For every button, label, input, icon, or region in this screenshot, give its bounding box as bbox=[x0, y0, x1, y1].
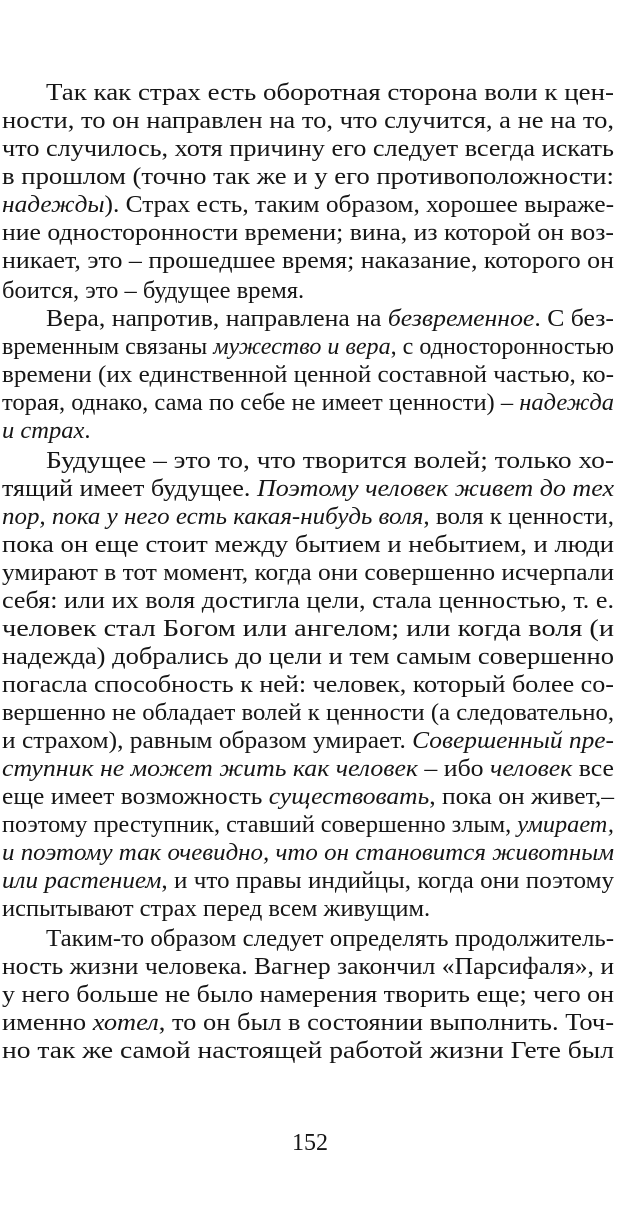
text-line bbox=[0, 866, 620, 896]
line-text bbox=[46, 304, 614, 334]
text-run: поэтому преступник, ставший совершенно злым, bbox=[2, 811, 518, 838]
text-run: ность жизни человека. Вагнер закончил «Парсифаля», и bbox=[2, 953, 614, 980]
italic-run: Совершенный пре- bbox=[412, 727, 615, 754]
italic-run: ступник не может жить как человек bbox=[2, 755, 418, 782]
line-text bbox=[2, 106, 614, 136]
line-text bbox=[2, 782, 614, 812]
text-run: , и что правы индийцы, когда они поэтому bbox=[161, 867, 615, 894]
line-text bbox=[2, 952, 614, 982]
text-line bbox=[0, 502, 620, 532]
text-run: но так же самой настоящей работой жизни Гете был bbox=[2, 1037, 615, 1064]
line-text bbox=[2, 838, 614, 868]
italic-run: надежда bbox=[519, 389, 615, 416]
italic-run: Поэтому человек живет до тех bbox=[256, 475, 615, 502]
text-line bbox=[0, 446, 620, 476]
text-line bbox=[0, 246, 620, 276]
line-text bbox=[2, 162, 614, 192]
line-text bbox=[2, 642, 614, 672]
text-run: – ибо bbox=[417, 755, 491, 782]
text-run: в прошлом (точно так же и у его противоположности: bbox=[2, 163, 614, 190]
text-line bbox=[0, 726, 620, 756]
italic-run: или растением bbox=[2, 867, 162, 894]
line-text bbox=[2, 810, 614, 840]
text-line bbox=[0, 670, 620, 700]
italic-run: пор, пока у него есть какая-нибудь воля bbox=[2, 503, 424, 530]
text-run: у него больше не было намерения творить еще; чего он bbox=[2, 981, 614, 1008]
text-line bbox=[0, 304, 620, 334]
line-text bbox=[2, 670, 614, 700]
line-text bbox=[2, 1008, 614, 1038]
line-text bbox=[2, 726, 614, 756]
text-run: именно bbox=[2, 1009, 93, 1036]
text-line bbox=[0, 558, 620, 588]
text-run: , воля к ценности, bbox=[423, 503, 614, 530]
text-run: Так как страх есть оборотная сторона воли к цен- bbox=[46, 79, 614, 106]
italic-run: и страх bbox=[2, 417, 85, 444]
page-number: 152 bbox=[292, 1130, 328, 1156]
text-line bbox=[0, 614, 620, 644]
text-line bbox=[0, 134, 620, 164]
line-text bbox=[2, 134, 614, 164]
line-text bbox=[2, 894, 430, 924]
line-text bbox=[46, 446, 614, 476]
line-text bbox=[2, 474, 614, 504]
text-run: . С без- bbox=[534, 305, 615, 332]
text-line bbox=[0, 1008, 620, 1038]
line-text bbox=[2, 614, 614, 644]
italic-run: существовать bbox=[268, 783, 430, 810]
line-text bbox=[2, 980, 614, 1010]
text-line bbox=[0, 952, 620, 982]
italic-run: мужество и вера bbox=[213, 333, 391, 360]
text-run: вершенно не обладает волей к ценности (а следовательно, bbox=[2, 699, 615, 726]
text-run: , то он был в состоянии выполнить. Точ- bbox=[158, 1009, 615, 1036]
text-run: ние односторонности времени; вина, из которой он воз- bbox=[2, 219, 614, 246]
text-line bbox=[0, 106, 620, 136]
line-text bbox=[2, 866, 614, 896]
text-run: все bbox=[572, 755, 614, 782]
text-run: тящий имеет будущее. bbox=[2, 475, 257, 502]
text-run: времени (их единственной ценной составной частью, ко- bbox=[2, 361, 615, 388]
line-text bbox=[2, 530, 614, 560]
text-line bbox=[0, 586, 620, 616]
italic-run: хотел bbox=[92, 1009, 159, 1036]
text-run: испытывают страх перед всем живущим. bbox=[2, 895, 431, 922]
text-line bbox=[0, 698, 620, 728]
italic-run: и поэтому так очевидно, что он становится животным bbox=[2, 839, 615, 866]
italic-run: безвременное bbox=[387, 305, 535, 332]
text-run: человек стал Богом или ангелом; или когда воля (и bbox=[2, 615, 614, 642]
text-run: Таким-то образом следует определять продолжитель- bbox=[46, 925, 615, 952]
text-line bbox=[0, 388, 620, 418]
text-run: , пока он живет,– bbox=[429, 783, 615, 810]
line-text bbox=[2, 1036, 614, 1066]
line-text bbox=[2, 388, 614, 418]
line-text bbox=[2, 246, 614, 276]
text-line bbox=[0, 78, 620, 108]
line-text bbox=[46, 78, 614, 108]
text-run: ности, то он направлен на то, что случится, а не на то, bbox=[2, 107, 615, 134]
text-run: еще имеет возможность bbox=[2, 783, 269, 810]
text-run: погасла способность к ней: человек, который более со- bbox=[2, 671, 614, 698]
italic-run: надежды bbox=[2, 191, 105, 218]
text-run: умирают в тот момент, когда они совершенно исчерпали bbox=[2, 559, 615, 586]
text-run: никает, это – прошедшее время; наказание, которого он bbox=[2, 247, 615, 274]
text-line bbox=[0, 924, 620, 954]
line-text bbox=[2, 502, 614, 532]
italic-run: умирает, bbox=[517, 811, 615, 838]
line-text bbox=[2, 754, 614, 784]
text-line bbox=[0, 530, 620, 560]
line-text bbox=[2, 416, 90, 446]
text-line bbox=[0, 474, 620, 504]
text-line bbox=[0, 782, 620, 812]
text-run: временным связаны bbox=[2, 333, 214, 360]
line-text bbox=[2, 586, 614, 616]
text-line bbox=[0, 360, 620, 390]
text-run: пока он еще стоит между бытием и небытием, и люди bbox=[2, 531, 615, 558]
text-line bbox=[0, 332, 620, 362]
text-line bbox=[0, 838, 620, 868]
text-run: . bbox=[84, 417, 91, 444]
line-text bbox=[2, 190, 614, 220]
text-line bbox=[0, 894, 620, 924]
line-text bbox=[2, 698, 614, 728]
text-run: надежда) добрались до цели и тем самым совершенно bbox=[2, 643, 614, 670]
text-run: Вера, напротив, направлена на bbox=[46, 305, 388, 332]
text-run: торая, однако, сама по себе не имеет ценности) – bbox=[2, 389, 520, 416]
text-line bbox=[0, 754, 620, 784]
line-text bbox=[46, 924, 614, 954]
text-line bbox=[0, 980, 620, 1010]
text-line bbox=[0, 642, 620, 672]
text-line bbox=[0, 416, 620, 446]
text-line bbox=[0, 1036, 620, 1066]
line-text bbox=[2, 360, 614, 390]
text-line bbox=[0, 190, 620, 220]
text-line bbox=[0, 218, 620, 248]
text-run: себя: или их воля достигла цели, стала ценностью, т. е. bbox=[2, 587, 615, 614]
line-text bbox=[2, 558, 614, 588]
text-run: Будущее – это то, что творится волей; только хо- bbox=[46, 447, 614, 474]
text-run: что случилось, хотя причину его следует всегда искать bbox=[2, 135, 614, 162]
text-run: ). Страх есть, таким образом, хорошее выраже- bbox=[104, 191, 615, 218]
text-run: , с односторонностью bbox=[390, 333, 615, 360]
line-text bbox=[2, 332, 614, 362]
text-line bbox=[0, 162, 620, 192]
text-run: боится, это – будущее время. bbox=[2, 277, 305, 304]
line-text bbox=[2, 276, 304, 306]
line-text bbox=[2, 218, 614, 248]
italic-run: человек bbox=[490, 755, 573, 782]
text-run: и страхом), равным образом умирает. bbox=[2, 727, 413, 754]
text-line bbox=[0, 276, 620, 306]
text-line bbox=[0, 810, 620, 840]
